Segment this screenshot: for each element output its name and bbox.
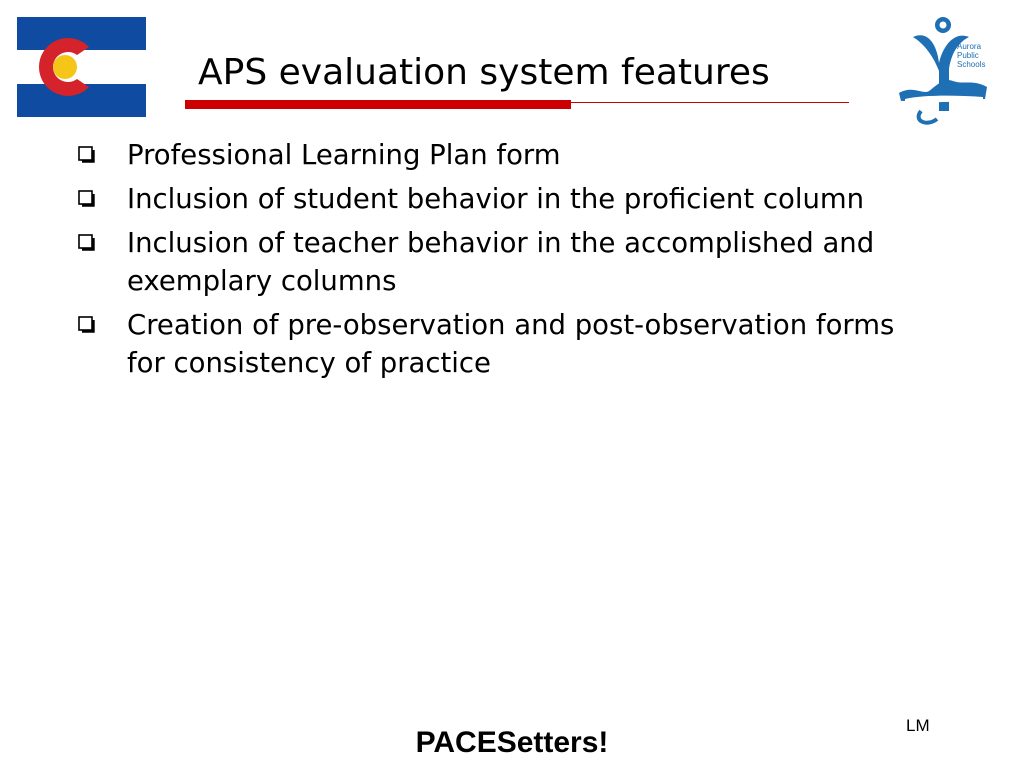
bullet-list bbox=[74, 136, 934, 388]
bullet-item bbox=[74, 180, 934, 218]
bullet-text: Professional Learning Plan form bbox=[127, 139, 561, 171]
checkbox-bullet-icon bbox=[78, 190, 96, 208]
bullet-text: Creation of pre-observation and post-observation forms for consistency of practice bbox=[127, 309, 895, 379]
aps-logo-text: Aurora bbox=[957, 42, 982, 51]
checkbox-bullet-icon bbox=[78, 146, 96, 164]
aps-logo-text: Public bbox=[957, 51, 979, 60]
title-underline bbox=[185, 100, 849, 110]
slide-title: APS evaluation system features bbox=[198, 52, 770, 93]
bullet-text: Inclusion of teacher behavior in the accomplished and exemplary columns bbox=[127, 227, 875, 297]
colorado-flag-icon bbox=[17, 17, 146, 117]
bullet-item bbox=[74, 306, 934, 382]
checkbox-bullet-icon bbox=[78, 234, 96, 252]
checkbox-bullet-icon bbox=[78, 316, 96, 334]
bullet-item bbox=[74, 224, 934, 300]
footer-slogan: PACESetters! bbox=[415, 726, 609, 759]
bullet-item bbox=[74, 136, 934, 174]
bullet-text: Inclusion of student behavior in the proficient column bbox=[127, 183, 865, 215]
aurora-public-schools-logo bbox=[893, 15, 993, 129]
author-initials: LM bbox=[906, 716, 930, 735]
aps-logo-text: Schools bbox=[957, 60, 986, 69]
